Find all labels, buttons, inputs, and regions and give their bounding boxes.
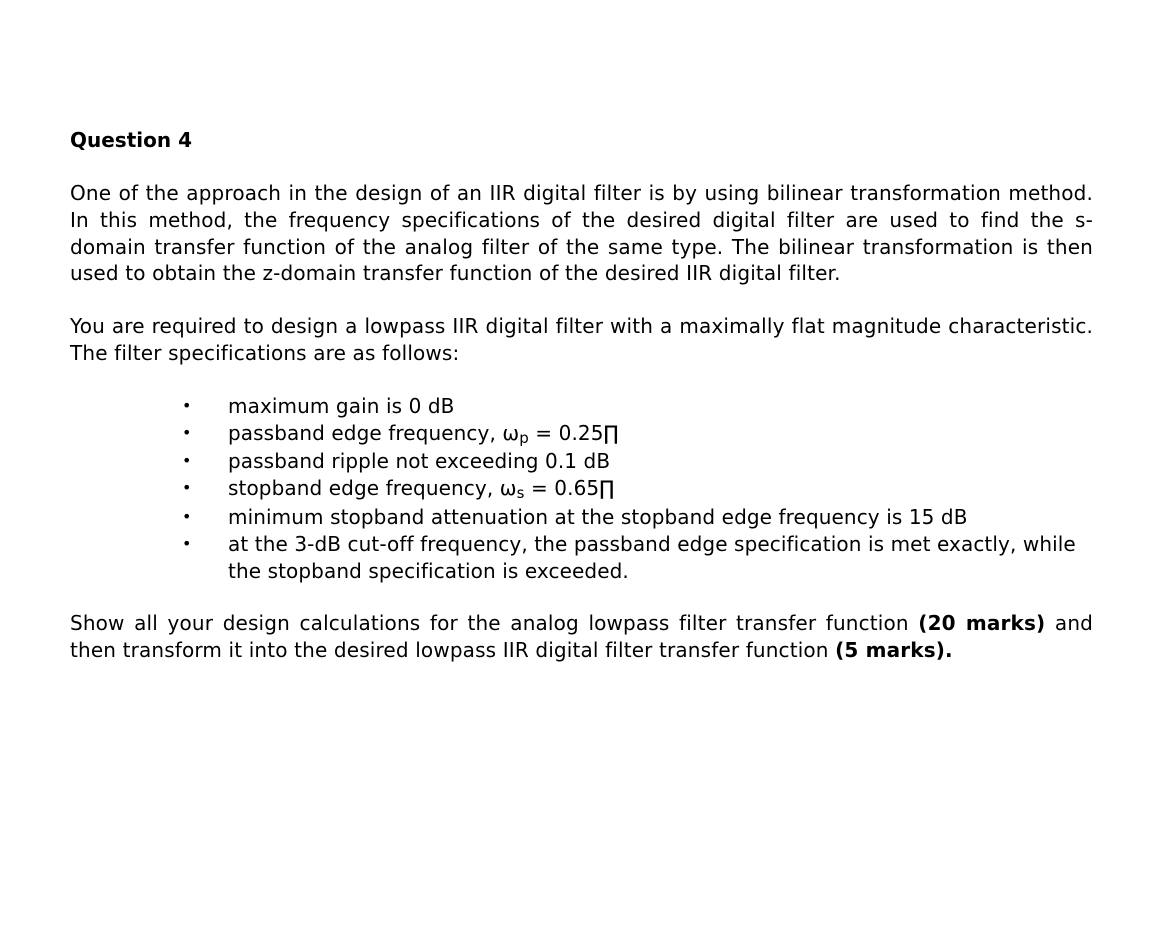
spec-subscript: p [519, 428, 529, 447]
bullet-icon: • [182, 506, 192, 526]
spec-item-cutoff [70, 531, 1093, 585]
spec-text: at the 3-dB cut-off frequency, the passband edge specification is met exactly, while the stopband specification is exceeded. [228, 531, 1076, 583]
spec-item-stopband-edge [70, 475, 1093, 504]
intro-paragraph: One of the approach in the design of an IIR digital filter is by using bilinear transformation method. In this method, the frequency specifications of the desired digital filter are used to find the s-domain transfer function of the analog filter of the same type. The bilinear transformation is then used to obtain the z-domain transfer function of the desired IIR digital filter. [70, 181, 1093, 286]
bullet-icon: • [182, 451, 192, 471]
closing-text-1: Show all your design calculations for the analog lowpass filter transfer function [70, 611, 919, 636]
spec-text-prefix: passband edge frequency, ω [228, 420, 520, 445]
bullet-icon: • [182, 422, 192, 442]
spec-text-prefix: stopband edge frequency, ω [228, 476, 517, 501]
specification-list [70, 393, 1093, 585]
spec-text-suffix: = 0.65∏ [524, 476, 615, 501]
spec-text-suffix: = 0.25∏ [528, 420, 619, 445]
bullet-icon: • [182, 478, 192, 498]
closing-paragraph [70, 610, 1093, 664]
spec-item-passband-ripple [70, 448, 1093, 475]
marks-label-5: (5 marks). [835, 638, 953, 663]
bullet-icon: • [182, 395, 192, 415]
spec-subscript: s [516, 484, 525, 503]
question-title: Question 4 [70, 128, 192, 152]
spec-item-stopband-attenuation [70, 504, 1093, 531]
spec-item-max-gain [70, 393, 1093, 420]
spec-item-passband-edge [70, 420, 1093, 449]
bullet-icon: • [182, 533, 192, 553]
question-document [70, 127, 1093, 690]
marks-label-20: (20 marks) [918, 611, 1046, 636]
closing-text-2: and then transform it into the desired lowpass IIR digital filter transfer function [70, 611, 1093, 663]
spec-text: passband ripple not exceeding 0.1 dB [228, 449, 611, 474]
requirement-paragraph: You are required to design a lowpass IIR digital filter with a maximally flat magnitude characteristic. The filter specifications are as follows: [70, 314, 1093, 365]
spec-text: maximum gain is 0 dB [228, 393, 455, 418]
spec-text: minimum stopband attenuation at the stopband edge frequency is 15 dB [228, 504, 968, 529]
